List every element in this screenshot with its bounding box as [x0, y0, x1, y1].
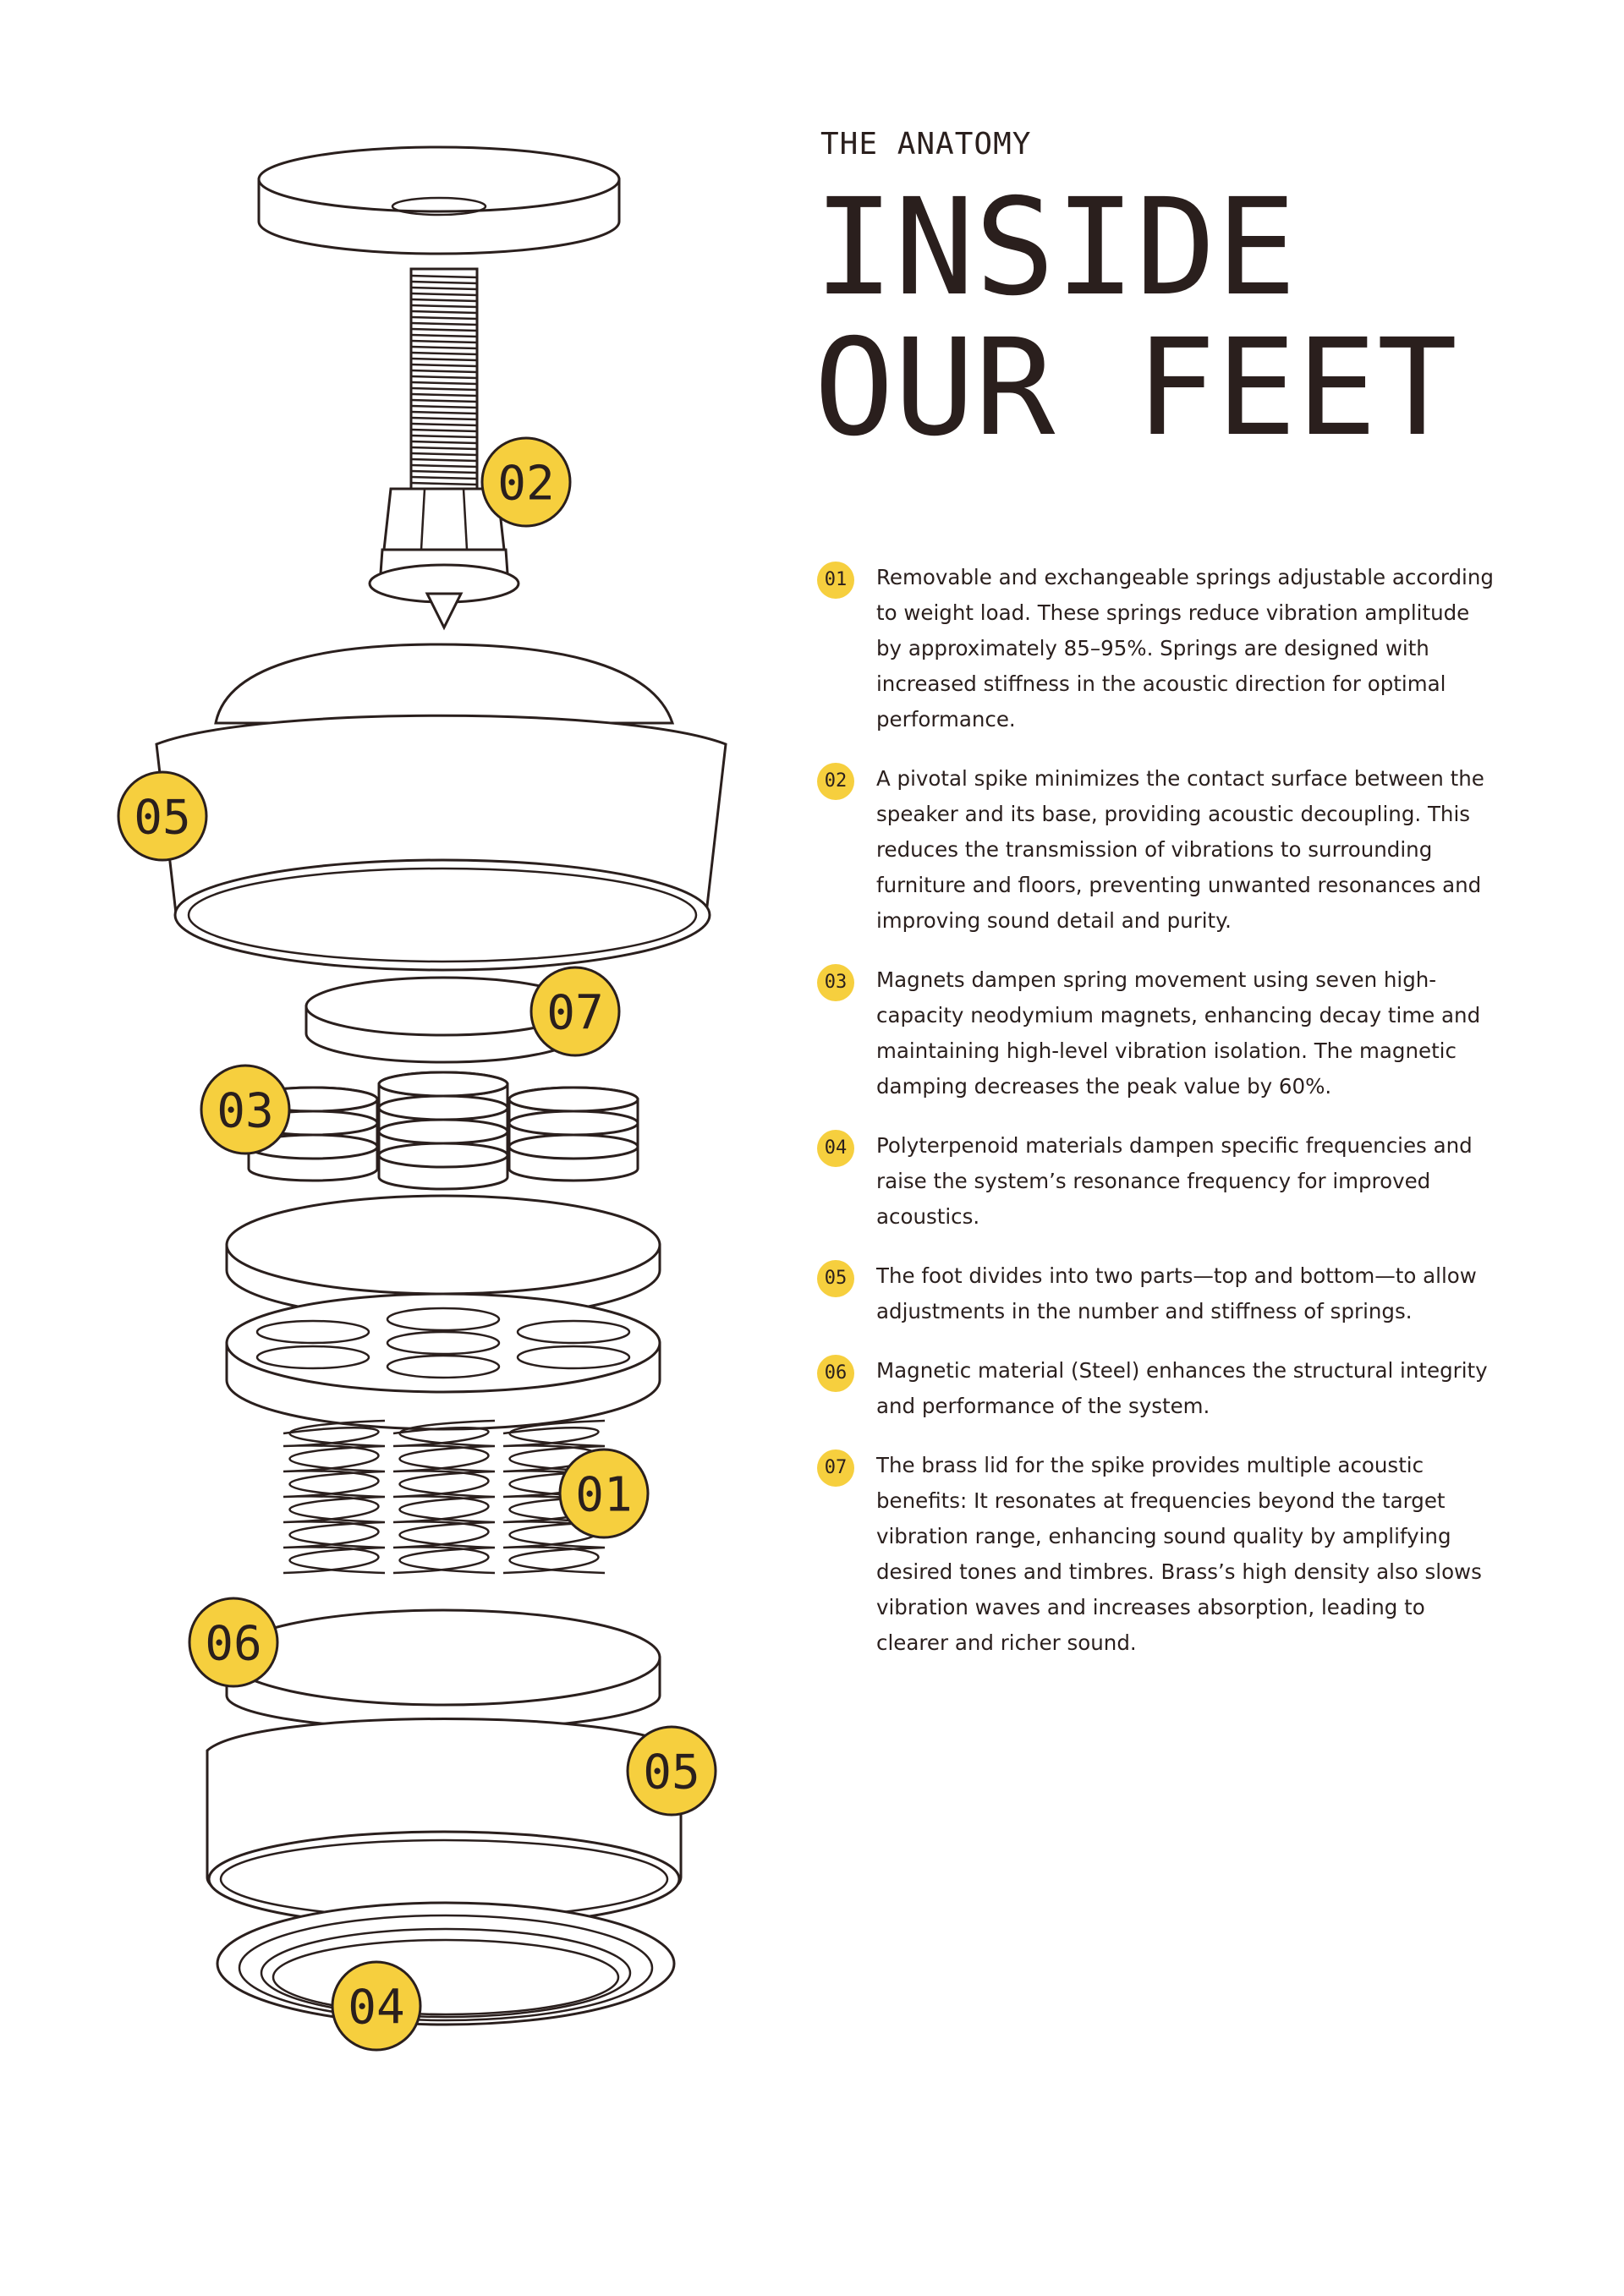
lower-body — [207, 1719, 681, 1927]
badge-01 — [560, 1449, 648, 1537]
feature-number-badge: 07 — [817, 1449, 854, 1487]
feature-number-badge: 04 — [817, 1130, 854, 1167]
feature-item-06 — [817, 1353, 1494, 1424]
badge-05-top — [118, 772, 206, 860]
feature-item-05 — [817, 1258, 1494, 1329]
damping-ring — [217, 1903, 674, 2025]
feature-description: The foot divides into two parts—top and bottom—to allow adjustments in the number and stiffness of springs. — [876, 1263, 1477, 1323]
badge-label: 06 — [205, 1616, 262, 1672]
badge-07 — [531, 967, 619, 1055]
badge-06 — [189, 1598, 277, 1686]
springs — [283, 1421, 605, 1573]
badge-label: 03 — [217, 1083, 274, 1139]
feature-number-badge: 06 — [817, 1355, 854, 1392]
badge-label: 05 — [643, 1745, 700, 1800]
feature-number-badge: 02 — [817, 763, 854, 800]
feature-number-badge: 05 — [817, 1260, 854, 1297]
title-line-2: OUR FEET — [814, 310, 1457, 466]
feature-list — [817, 560, 1494, 1685]
steel-disc — [227, 1610, 660, 1729]
badge-05-bottom — [628, 1727, 716, 1815]
feature-description: Magnetic material (Steel) enhances the structural integrity and performance of the system. — [876, 1358, 1488, 1418]
feature-item-03 — [817, 962, 1494, 1104]
badge-label: 04 — [348, 1980, 405, 2036]
badge-label: 07 — [546, 985, 604, 1041]
feature-description: A pivotal spike minimizes the contact surface between the speaker and its base, providing acoustic decoupling. This reduces the transmission of vibrations to surrounding furniture and floors, preventing unwanted resonances and improving sound detail and purity. — [876, 766, 1484, 933]
feature-description: The brass lid for the spike provides multiple acoustic benefits: It resonates at frequencies beyond the target vibration range, enhancing sound quality by amplifying desired tones and timbres. Brass’s high density also slows vibration waves and increases absorption, leading to clearer and richer sound. — [876, 1453, 1482, 1655]
feature-number-badge: 01 — [817, 562, 854, 599]
badge-label: 01 — [575, 1467, 633, 1523]
upper-body — [156, 644, 726, 970]
feature-description: Removable and exchangeable springs adjustable according to weight load. These springs reduce vibration amplitude by approximately 85–95%. Springs are designed with increased stiffness in the acoustic direction for optimal performance. — [876, 565, 1494, 732]
badge-label: 05 — [134, 790, 191, 846]
feature-number-badge: 03 — [817, 964, 854, 1001]
badge-04 — [332, 1962, 420, 2050]
title-line-1: INSIDE — [814, 170, 1297, 326]
top-disc — [259, 147, 619, 254]
magnet-stacks — [249, 1072, 638, 1189]
feature-item-01 — [817, 560, 1494, 737]
section-kicker: THE ANATOMY — [820, 127, 1032, 162]
spring-seat — [227, 1294, 660, 1429]
exploded-foot-diagram — [0, 0, 761, 2296]
page-title — [814, 170, 1457, 466]
badge-03 — [201, 1066, 289, 1153]
feature-description: Polyterpenoid materials dampen specific frequencies and raise the system’s resonance frequency for improved acoustics. — [876, 1133, 1473, 1229]
badge-02 — [482, 438, 570, 526]
feature-description: Magnets dampen spring movement using seven high-capacity neodymium magnets, enhancing decay time and maintaining high-level vibration isolation. The magnetic damping decreases the peak value by 60%. — [876, 967, 1481, 1099]
badge-label: 02 — [497, 456, 555, 512]
feature-item-04 — [817, 1128, 1494, 1235]
feature-item-02 — [817, 761, 1494, 939]
feature-item-07 — [817, 1448, 1494, 1661]
